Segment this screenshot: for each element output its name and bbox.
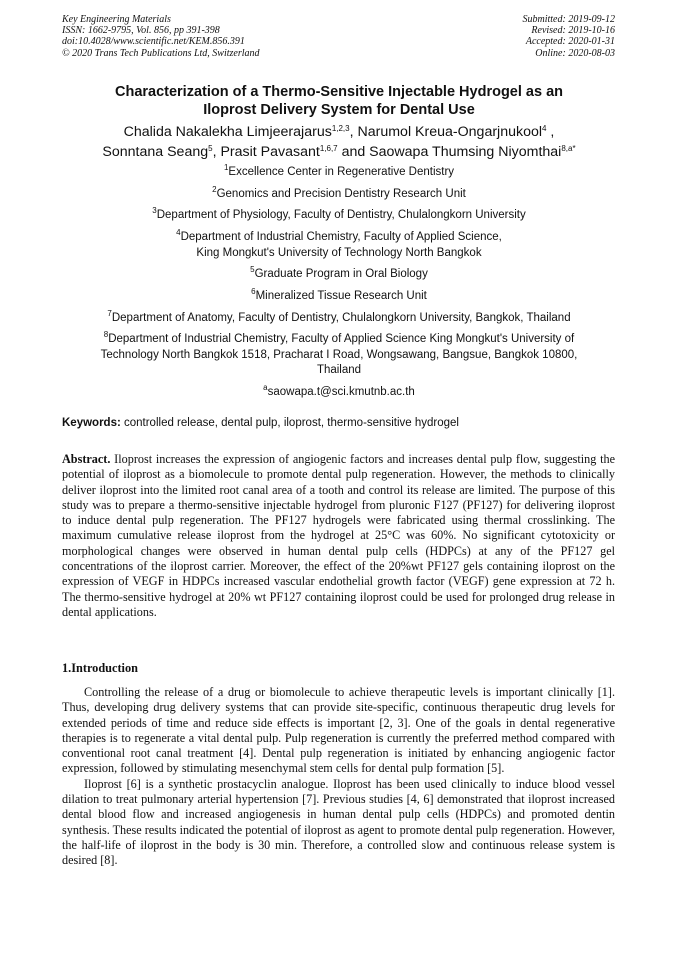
- introduction-body: [62, 685, 615, 869]
- publication-dates: [523, 14, 616, 59]
- keywords-label: Keywords:: [62, 417, 121, 429]
- affiliation-text: Thailand: [316, 364, 362, 377]
- author-affiliation-mark: 1,2,3: [331, 124, 350, 133]
- author-line-2: [40, 142, 638, 162]
- affiliation: [56, 308, 622, 327]
- online-date: Online: 2020-08-03: [535, 47, 615, 59]
- affiliation-list: [56, 165, 622, 407]
- author-separator: ,: [546, 124, 555, 140]
- title-line-1: Characterization of a Thermo-Sensitive Injectable Hydrogel as an: [114, 84, 563, 100]
- affiliation: [56, 267, 622, 283]
- keywords: [62, 417, 459, 429]
- author-line-1: [40, 122, 638, 142]
- author-affiliation-mark: 5: [208, 144, 213, 153]
- affiliation-mark: 2: [212, 184, 217, 194]
- accepted-date: Accepted: 2020-01-31: [525, 36, 615, 48]
- doi-line: doi:10.4028/www.scientific.net/KEM.856.391: [62, 36, 245, 48]
- abstract: [62, 452, 615, 620]
- abstract-text: Iloprost increases the expression of angiogenic factors and increases dental pulp flow, suggesting the potential of iloprost as a biomolecule to promote dental pulp regeneration. However, the methods to clinically deliver iloprost into the limited root canal area of a tooth and control its release are limited. The purpose of this study was to prepare a thermo-sensitive injectable hydrogel from pluronic F127 (PF127) for delivering iloprost to induce dental pulp regeneration. The PF127 hydrogels were fabricated using thermal crosslinking. The maximum cumulative release iloprost from the hydrogel at 25°C was 60%. No significant cytotoxicity or morphological changes were observed in human dental pulp cells (HDPCs) at any of the PF127 gel concentrations of the iloprost carrier. Moreover, the effect of the 20%wt PF127 gels containing iloprost on the expression of VEGF in HDPCs increased vascular endothelial growth factor (VEGF) gene expression at 72 h. The thermo-sensitive hydrogel at 20% wt PF127 containing iloprost could be used for prolonged drug release in dental applications.: [62, 452, 615, 619]
- affiliation-text: Graduate Program in Oral Biology: [254, 268, 428, 281]
- author-name: Sonntana Seang: [102, 144, 209, 160]
- paper-title: [62, 83, 616, 119]
- copyright-line: © 2020 Trans Tech Publications Ltd, Switzerland: [62, 47, 260, 59]
- affiliation: [56, 184, 622, 203]
- affiliation: [56, 165, 622, 181]
- author-name: and Saowapa Thumsing Niyomthai: [337, 144, 562, 160]
- affiliation-mark: 1: [223, 163, 229, 172]
- submitted-date: Submitted: 2019-09-12: [522, 14, 615, 25]
- affiliation-mark: a: [263, 383, 268, 392]
- abstract-label: Abstract.: [62, 452, 111, 466]
- affiliation-text: Department of Physiology, Faculty of Dentistry, Chulalongkorn University: [156, 209, 526, 222]
- affiliation: [56, 230, 622, 261]
- affiliation-mark: 3: [152, 206, 157, 216]
- author-name: Chalida Nakalekha Limjeerajarus: [123, 124, 332, 140]
- affiliation-mark: 6: [251, 286, 256, 296]
- author-name: , Prasit Pavasant: [212, 144, 320, 160]
- affiliation: [56, 286, 622, 305]
- paragraph: Iloprost [6] is a synthetic prostacyclin analogue. Iloprost has been used clinically to induce blood vessel dilation to treat pulmonary arterial hypertension [7]. Previous studies [4, 6] demonstrated that iloprost increased dental blood flow and increased angiogenesis in human dental pulp cells (HDPCs) and promoted dentin synthesis. These results indicated the potential of iloprost as agent to promote dental pulp regeneration. However, the half-life of iloprost in the body is 30 min. Therefore, a controlled slow and continuous release system is desired [8].: [62, 776, 615, 868]
- affiliation: [56, 332, 622, 379]
- author-affiliation-mark: 1,6,7: [319, 144, 338, 153]
- affiliation-text: Department of Industrial Chemistry, Faculty of Applied Science King Mongkut's University of: [108, 333, 575, 346]
- author-affiliation-mark: 4: [542, 124, 547, 133]
- title-line-2: Iloprost Delivery System for Dental Use: [203, 102, 475, 118]
- affiliation-text: Department of Anatomy, Faculty of Dentistry, Chulalongkorn University, Bangkok, Thailand: [111, 311, 571, 324]
- affiliation-text: Excellence Center in Regenerative Dentistry: [228, 166, 455, 178]
- affiliation-mark: 8: [103, 330, 109, 340]
- section-heading: 1.Introduction: [62, 661, 138, 675]
- affiliation-mark: 5: [250, 265, 255, 275]
- journal-info: [62, 14, 260, 59]
- affiliation-text: Mineralized Tissue Research Unit: [255, 289, 427, 302]
- keywords-text: controlled release, dental pulp, iloprost, thermo-sensitive hydrogel: [120, 417, 459, 429]
- affiliation-text: Technology North Bangkok 1518, Pracharat I Road, Wongsawang, Bangsue, Bangkok 10800,: [100, 348, 578, 361]
- affiliation-mark: 7: [107, 308, 112, 318]
- affiliation-text: King Mongkut's University of Technology North Bangkok: [196, 246, 482, 259]
- author-affiliation-mark: 8,a*: [561, 144, 576, 153]
- revised-date: Revised: 2019-10-16: [531, 25, 615, 37]
- affiliation-mark: 4: [176, 228, 181, 238]
- author-name: , Narumol Kreua-Ongarjnukool: [349, 124, 543, 140]
- author-list: [40, 122, 638, 162]
- issn-line: ISSN: 1662-9795, Vol. 856, pp 391-398: [62, 25, 220, 37]
- affiliation-text: Department of Industrial Chemistry, Faculty of Applied Science,: [180, 231, 502, 244]
- paragraph: Controlling the release of a drug or biomolecule to achieve therapeutic levels is important clinically [1]. Thus, developing drug delivery systems that can provide site-specific, continuous therapeutic drug levels for extended periods of time and reduce side effects is important [2, 3]. One of the goals in dental regenerative therapies is to regenerate a vital dental pulp. Pulp regeneration is currently the preferred method compared with conventional root canal treatment [4]. Dental pulp regeneration is initiated by enhancing angiogenic factor expression, followed by stimulating mesenchymal stem cells for dental pulp formation [5].: [62, 685, 615, 776]
- affiliation-text: Genomics and Precision Dentistry Research Unit: [216, 187, 466, 200]
- affiliation: [56, 208, 622, 224]
- email-address: saowapa.t@sci.kmutnb.ac.th: [267, 386, 415, 398]
- journal-name: Key Engineering Materials: [62, 14, 171, 25]
- corresponding-email: [56, 385, 622, 401]
